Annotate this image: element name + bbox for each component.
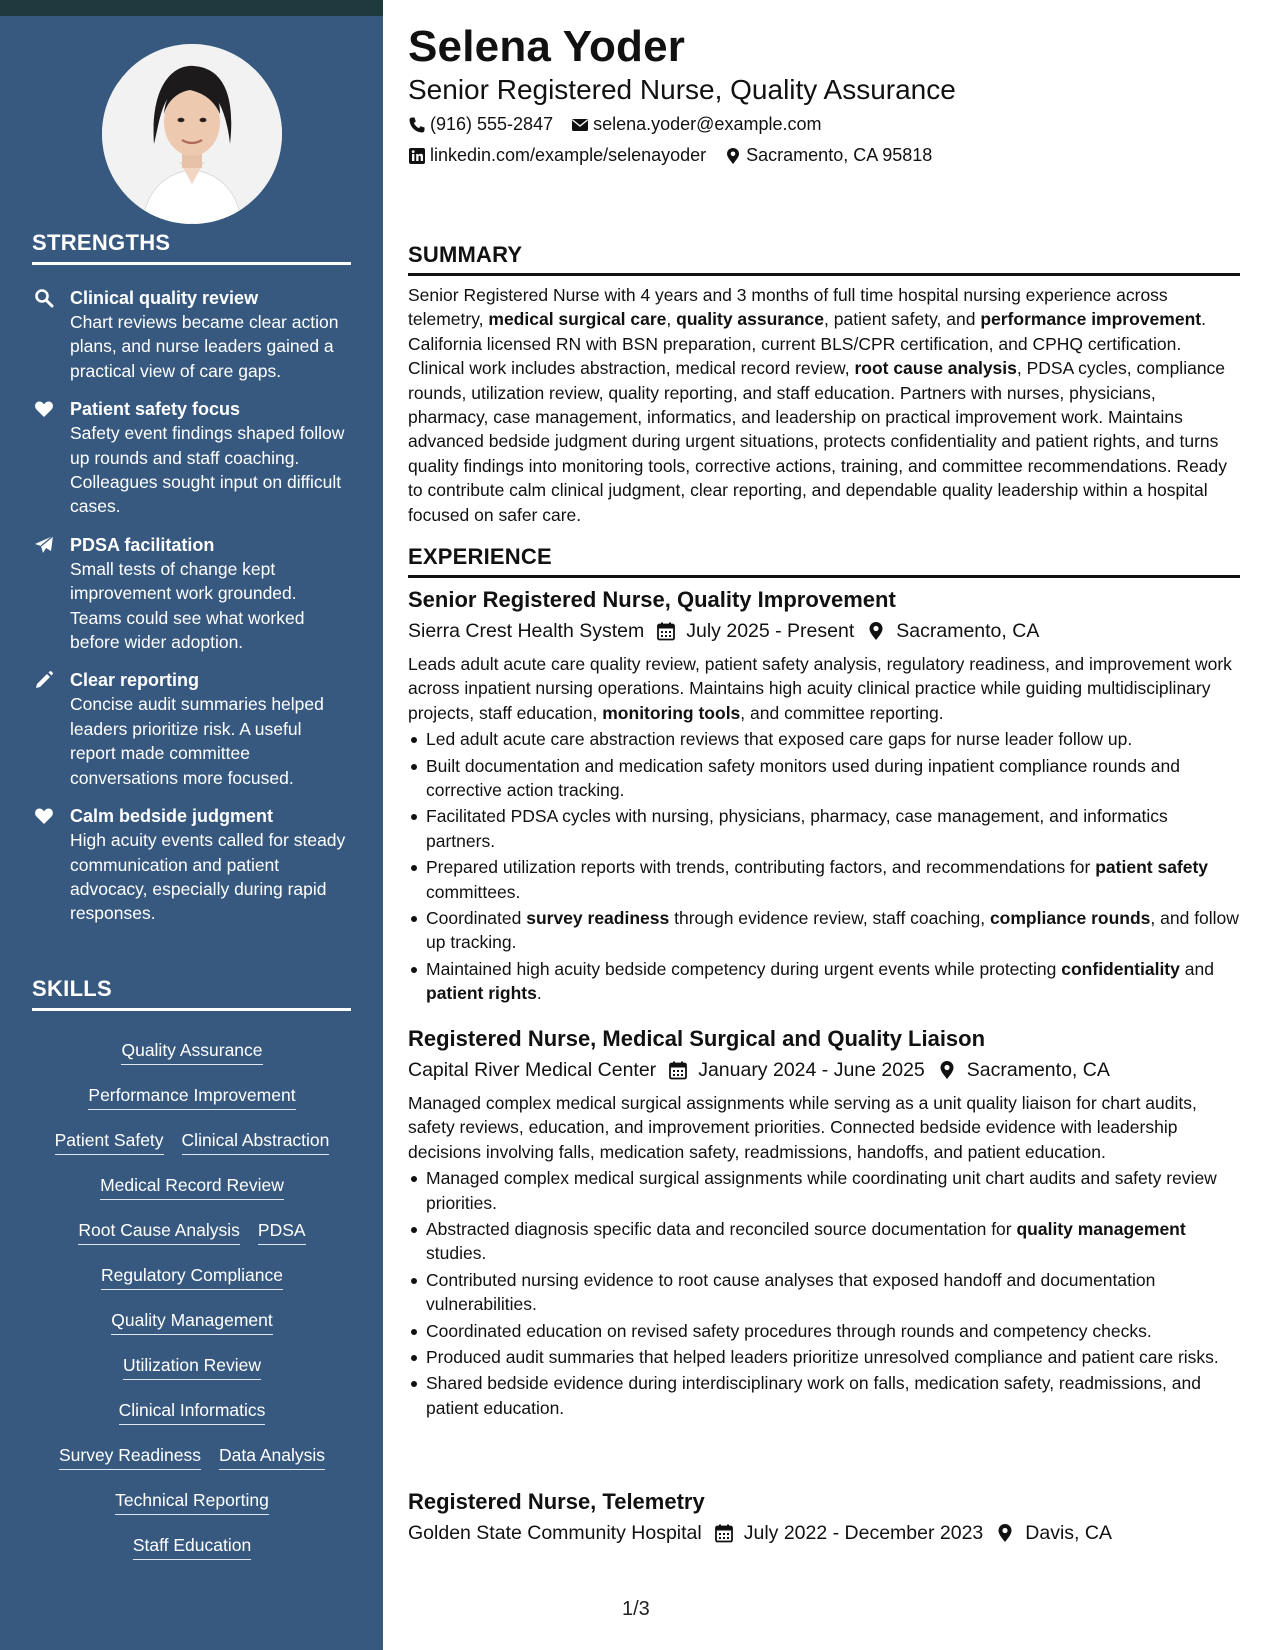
text-run: Coordinated xyxy=(426,908,527,929)
strength-item xyxy=(32,533,352,655)
text-run: Coordinated education on revised safety procedures through rounds and competency checks. xyxy=(426,1320,1152,1341)
bold-text: quality assurance xyxy=(676,309,825,330)
phone-contact xyxy=(408,114,553,135)
achievement-list xyxy=(408,727,1240,1005)
job-title: Registered Nurse, Telemetry xyxy=(408,1489,705,1514)
skill-row xyxy=(32,1309,352,1354)
bold-text: medical surgical care xyxy=(488,309,667,330)
experience-entry xyxy=(408,1487,1240,1548)
sidebar xyxy=(0,16,383,1650)
skill-row xyxy=(32,1174,352,1219)
employer: Sierra Crest Health System xyxy=(408,620,645,642)
text-run: Leads adult acute care quality review, patient safety analysis, regulatory readiness, and improvement work across inpatient nursing operations. Maintains high acuity clinical practice while guiding multidisciplinary projects, staff education, xyxy=(408,654,1232,723)
text-run: Built documentation and medication safety monitors used during inpatient compliance rounds and corrective action tracking. xyxy=(426,755,1180,801)
summary-heading: SUMMARY xyxy=(408,242,1240,276)
text-run: Senior Registered Nurse with 4 years and 3 months of full time hospital nursing experience across telemetry, xyxy=(408,285,1168,330)
text-run: Managed complex medical surgical assignments while coordinating unit chart audits and safety review priorities. xyxy=(426,1168,1217,1213)
strength-desc: Chart reviews became clear action plans, and nurse leaders gained a practical view of care gaps. xyxy=(70,312,339,381)
linkedin-icon xyxy=(408,147,426,165)
job-title: Senior Registered Nurse, Quality Improvement xyxy=(408,587,896,612)
job-meta xyxy=(408,1055,1240,1085)
job-dates xyxy=(668,1055,925,1085)
email-text: selena.yoder@example.com xyxy=(593,114,822,134)
skill-tag: Staff Education xyxy=(133,1534,251,1560)
location-text: Sacramento, CA 95818 xyxy=(746,145,933,165)
page-number: 1/3 xyxy=(622,1598,650,1620)
heart-icon xyxy=(34,806,54,826)
heart-icon xyxy=(34,399,54,419)
skill-tag: Data Analysis xyxy=(219,1444,325,1470)
skills-list xyxy=(32,1039,352,1579)
text-run: Managed complex medical surgical assignments while serving as a unit quality liaison for chart audits, safety reviews, education, and improvement priorities. Connected bedside evidence with leadership decisions involving falls, medication safety, readmissions, handoffs, and patient education. xyxy=(408,1093,1197,1162)
bold-text: quality management xyxy=(1016,1219,1186,1240)
portrait-image xyxy=(102,44,282,224)
skill-tag: Utilization Review xyxy=(123,1354,261,1380)
strengths-list xyxy=(32,286,352,940)
text-run: Produced audit summaries that helped leaders prioritize unresolved compliance and patient care risks. xyxy=(426,1347,1219,1368)
job-dates-text: January 2024 - June 2025 xyxy=(698,1059,925,1081)
text-run: Facilitated PDSA cycles with nursing, physicians, pharmacy, case management, and informatics partners. xyxy=(426,806,1168,851)
job-description xyxy=(408,1091,1240,1164)
location-contact xyxy=(724,145,932,166)
bold-text: compliance rounds xyxy=(989,908,1151,929)
text-run: , patient safety, and xyxy=(824,309,981,330)
text-run: Abstracted diagnosis specific data and reconciled source documentation for xyxy=(426,1219,1017,1240)
skill-tag: Quality Management xyxy=(111,1309,272,1335)
bold-text: survey readiness xyxy=(526,908,670,929)
text-run: . California licensed RN with BSN preparation, current BLS/CPR certification, and CPHQ certification. Clinical work includes abstraction, medical record review, xyxy=(408,309,1206,379)
bold-text: performance improvement xyxy=(980,309,1202,330)
skill-row xyxy=(32,1354,352,1399)
envelope-icon xyxy=(571,116,589,134)
strength-item xyxy=(32,397,352,519)
skill-tag: Survey Readiness xyxy=(59,1444,201,1470)
skill-tag: Clinical Informatics xyxy=(119,1399,266,1425)
strength-item xyxy=(32,668,352,790)
skill-tag: Quality Assurance xyxy=(121,1039,262,1065)
text-run: , PDSA cycles, compliance rounds, utilization review, quality reporting, and staff education. Partners with nurses, physicians, pharmacy, case management, informatics, and leadership on practical improvement work. Maintains advanced bedside judgment during urgent situations, protects confidentiality and patient rights, and turns quality findings into monitoring tools, corrective actions, training, and committee recommendations. Ready to contribute calm clinical judgment, clear reporting, and dependable quality leadership within a hospital focused on safer care. xyxy=(408,358,1228,525)
skill-row xyxy=(32,1399,352,1444)
text-run: Contributed nursing evidence to root cause analyses that exposed handoff and documentation vulnerabilities. xyxy=(426,1269,1156,1315)
job-title: Registered Nurse, Medical Surgical and Quality Liaison xyxy=(408,1026,986,1051)
skill-tag: Technical Reporting xyxy=(115,1489,269,1515)
job-location xyxy=(866,616,1039,646)
phone-text: (916) 555-2847 xyxy=(430,114,554,134)
map-pin-icon xyxy=(937,1060,957,1080)
text-run: Led adult acute care abstraction reviews that exposed care gaps for nurse leader follow up. xyxy=(426,729,1133,750)
skill-tag: PDSA xyxy=(258,1219,306,1245)
text-run: and xyxy=(1179,958,1214,979)
skill-tag: Root Cause Analysis xyxy=(78,1219,239,1245)
phone-icon xyxy=(408,116,426,134)
text-run: . xyxy=(536,983,542,1004)
pencil-icon xyxy=(34,670,54,690)
skill-row xyxy=(32,1084,352,1129)
skill-tag: Clinical Abstraction xyxy=(182,1129,330,1155)
job-location xyxy=(937,1055,1110,1085)
achievement-item xyxy=(408,1217,1240,1266)
achievement-item xyxy=(408,727,1240,751)
strength-desc: High acuity events called for steady communication and patient advocacy, especially during rapid responses. xyxy=(70,830,346,924)
email-contact[interactable] xyxy=(571,114,821,135)
strength-title: PDSA facilitation xyxy=(70,534,215,555)
profile-photo xyxy=(102,44,282,224)
bold-text: patient safety xyxy=(1095,857,1209,878)
map-pin-icon xyxy=(866,621,886,641)
job-meta xyxy=(408,616,1240,646)
text-run: , and follow up tracking. xyxy=(426,908,1239,953)
calendar-icon xyxy=(656,621,676,641)
text-run: through evidence review, staff coaching, xyxy=(669,908,990,929)
achievement-item xyxy=(408,855,1240,904)
search-icon xyxy=(34,288,54,308)
bold-text: confidentiality xyxy=(1061,958,1180,979)
skill-tag: Regulatory Compliance xyxy=(101,1264,283,1290)
job-dates-text: July 2025 - Present xyxy=(686,620,855,642)
map-pin-icon xyxy=(995,1523,1015,1543)
strength-desc: Concise audit summaries helped leaders prioritize risk. A useful report made committee conversations more focused. xyxy=(70,694,324,788)
skill-row xyxy=(32,1264,352,1309)
strength-title: Calm bedside judgment xyxy=(70,806,274,827)
experience-entry xyxy=(408,585,1240,1008)
skills-heading: SKILLS xyxy=(32,976,351,1011)
linkedin-text: linkedin.com/example/selenayoder xyxy=(430,145,707,165)
job-location xyxy=(995,1518,1112,1548)
bold-text: root cause analysis xyxy=(854,358,1017,379)
achievement-list xyxy=(408,1166,1240,1420)
strength-item xyxy=(32,286,352,383)
strength-desc: Small tests of change kept improvement work grounded. Teams could see what worked before wider adoption. xyxy=(70,558,305,653)
contact-row xyxy=(408,114,821,135)
contact-row xyxy=(408,145,932,166)
job-dates-text: July 2022 - December 2023 xyxy=(743,1522,984,1544)
employer: Golden State Community Hospital xyxy=(408,1522,702,1544)
skill-row xyxy=(32,1039,352,1084)
skill-row xyxy=(32,1489,352,1534)
candidate-name: Selena Yoder xyxy=(408,22,686,71)
bold-text: patient rights xyxy=(426,983,537,1004)
text-run: committees. xyxy=(426,881,521,902)
skill-row xyxy=(32,1129,352,1174)
achievement-item xyxy=(408,1319,1240,1343)
achievement-item xyxy=(408,957,1240,1006)
job-location-text: Sacramento, CA xyxy=(896,620,1040,642)
text-run: , and committee reporting. xyxy=(740,702,944,723)
text-run: studies. xyxy=(426,1243,487,1264)
achievement-item xyxy=(408,1345,1240,1369)
text-run: , xyxy=(666,309,677,330)
achievement-item xyxy=(408,804,1240,853)
strength-desc: Safety event findings shaped follow up rounds and staff coaching. Colleagues sought input on difficult cases. xyxy=(70,423,345,517)
calendar-icon xyxy=(668,1060,688,1080)
text-run: Prepared utilization reports with trends, contributing factors, and recommendations for xyxy=(426,857,1096,878)
achievement-item xyxy=(408,906,1240,955)
paper-plane-icon xyxy=(34,535,54,555)
job-meta xyxy=(408,1518,1240,1548)
strength-title: Clear reporting xyxy=(70,670,200,691)
text-run: Maintained high acuity bedside competency during urgent events while protecting xyxy=(426,958,1062,979)
achievement-item xyxy=(408,1371,1240,1420)
job-dates xyxy=(714,1518,984,1548)
skill-tag: Patient Safety xyxy=(55,1129,164,1155)
skill-row xyxy=(32,1444,352,1489)
job-location-text: Sacramento, CA xyxy=(966,1059,1110,1081)
job-dates xyxy=(656,616,854,646)
calendar-icon xyxy=(714,1523,734,1543)
linkedin-contact[interactable] xyxy=(408,145,706,166)
job-location-text: Davis, CA xyxy=(1025,1522,1112,1544)
strength-title: Clinical quality review xyxy=(70,288,259,308)
summary-text xyxy=(408,283,1240,527)
skill-row xyxy=(32,1219,352,1264)
text-run: Shared bedside evidence during interdisciplinary work on falls, medication safety, readmissions, and patient education. xyxy=(426,1373,1201,1418)
bold-text: monitoring tools xyxy=(602,702,741,723)
achievement-item xyxy=(408,1268,1240,1317)
employer: Capital River Medical Center xyxy=(408,1059,657,1081)
experience-heading: EXPERIENCE xyxy=(408,544,1240,578)
achievement-item xyxy=(408,1166,1240,1215)
strength-title: Patient safety focus xyxy=(70,399,241,420)
experience-entry xyxy=(408,1024,1240,1422)
skill-tag: Medical Record Review xyxy=(100,1174,284,1200)
map-pin-icon xyxy=(724,147,742,165)
candidate-title: Senior Registered Nurse, Quality Assurance xyxy=(408,74,956,105)
job-description xyxy=(408,652,1240,725)
sidebar-top-strip xyxy=(0,0,383,16)
skill-tag: Performance Improvement xyxy=(88,1084,295,1110)
strength-item xyxy=(32,804,352,926)
achievement-item xyxy=(408,754,1240,803)
skill-row xyxy=(32,1534,352,1579)
strengths-heading: STRENGTHS xyxy=(32,230,351,265)
